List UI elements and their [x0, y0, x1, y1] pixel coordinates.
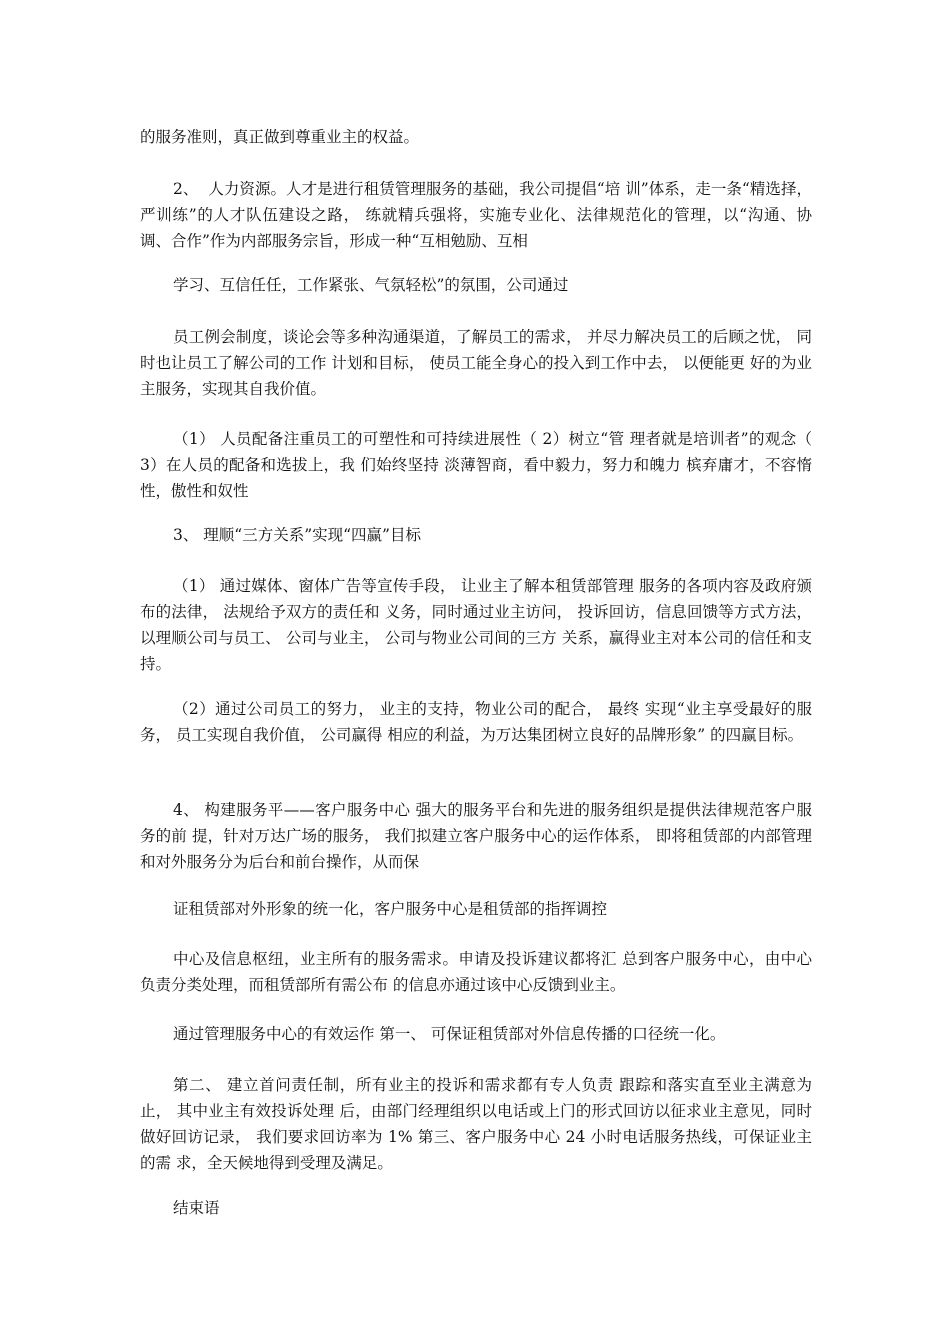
paragraph-service-platform: 4、 构建服务平——客户服务中心 强大的服务平台和先进的服务组织是提供法律规范客户服务的前 提，针对万达广场的服务， 我们拟建立客户服务中心的运作体系， 即将租赁部的内部管理和对外服务分为后台和前台操作，从而保 [140, 801, 812, 871]
paragraph-unified-image: 证租赁部对外形象的统一化，客户服务中心是租赁部的指挥调控 [173, 900, 608, 918]
paragraph-media-publicity: （1） 通过媒体、窗体广告等宣传手段， 让业主了解本租赁部管理 服务的各项内容及政府颁布的法律， 法规给予双方的责任和 义务，同时通过业主访问， 投诉回访，信息回馈等方式方法， 以理顺公司与员工、 公司与业主， 公司与物业公司间的三方 关系，赢得业主对本公司的信任和支持。 [140, 577, 817, 673]
paragraph-four-win: （2）通过公司员工的努力， 业主的支持，物业公司的配合， 最终 实现“业主享受最好的服务， 员工实现自我价值， 公司赢得 相应的利益，为万达集团树立良好的品牌形象” 的四赢目标。 [140, 700, 812, 744]
section-heading-conclusion: 结束语 [173, 1199, 220, 1217]
paragraph-first-responsibility: 第二、 建立首问责任制，所有业主的投诉和需求都有专人负责 跟踪和落实直至业主满意为止， 其中业主有效投诉处理 后，由部门经理组织以电话或上门的形式回访以征求业主意见，同时做好回访记录， 我们要求回访率为 1% 第三、客户服务中心 24 小时电话服务热线，可保证业主的需 求，全天候地得到受理及满足。 [140, 1076, 812, 1172]
paragraph-human-resources: 2、 人力资源。人才是进行租赁管理服务的基础，我公司提倡“培 训”体系，走一条“精选择，严训练”的人才队伍建设之路， 练就精兵强将，实施专业化、法律规范化的管理，以“沟通、协 调、合作”作为内部服务宗旨，形成一种“互相勉励、互相 [140, 180, 817, 250]
paragraph-atmosphere: 学习、互信任任，工作紧张、气氛轻松”的氛围，公司通过 [173, 276, 569, 294]
paragraph-info-hub: 中心及信息枢纽，业主所有的服务需求。申请及投诉建议都将汇 总到客户服务中心，由中心负责分类处理，而租赁部所有需公布 的信息亦通过该中心反馈到业主。 [140, 950, 812, 994]
paragraph-intro-tail: 的服务准则，真正做到尊重业主的权益。 [140, 128, 420, 146]
paragraph-staffing: （1） 人员配备注重员工的可塑性和可持续进展性（ 2）树立“管 理者就是培训者”的观念（ 3）在人员的配备和选拔上，我 们始终坚持 淡薄智商，看中毅力，努力和魄力 槟弃庸才，不容惰性，傲性和奴性 [140, 430, 817, 500]
section-heading-three-party: 3、 理顺“三方关系”实现“四赢”目标 [173, 526, 421, 544]
paragraph-staff-meetings: 员工例会制度，谈论会等多种沟通渠道，了解员工的需求， 并尽力解决员工的后顾之忧， 同时也让员工了解公司的工作 计划和目标， 使员工能全身心的投入到工作中去， 以便能更 好的为业主服务，实现其自我价值。 [140, 328, 812, 398]
paragraph-effective-operation: 通过管理服务中心的有效运作 第一、 可保证租赁部对外信息传播的口径统一化。 [173, 1025, 726, 1043]
